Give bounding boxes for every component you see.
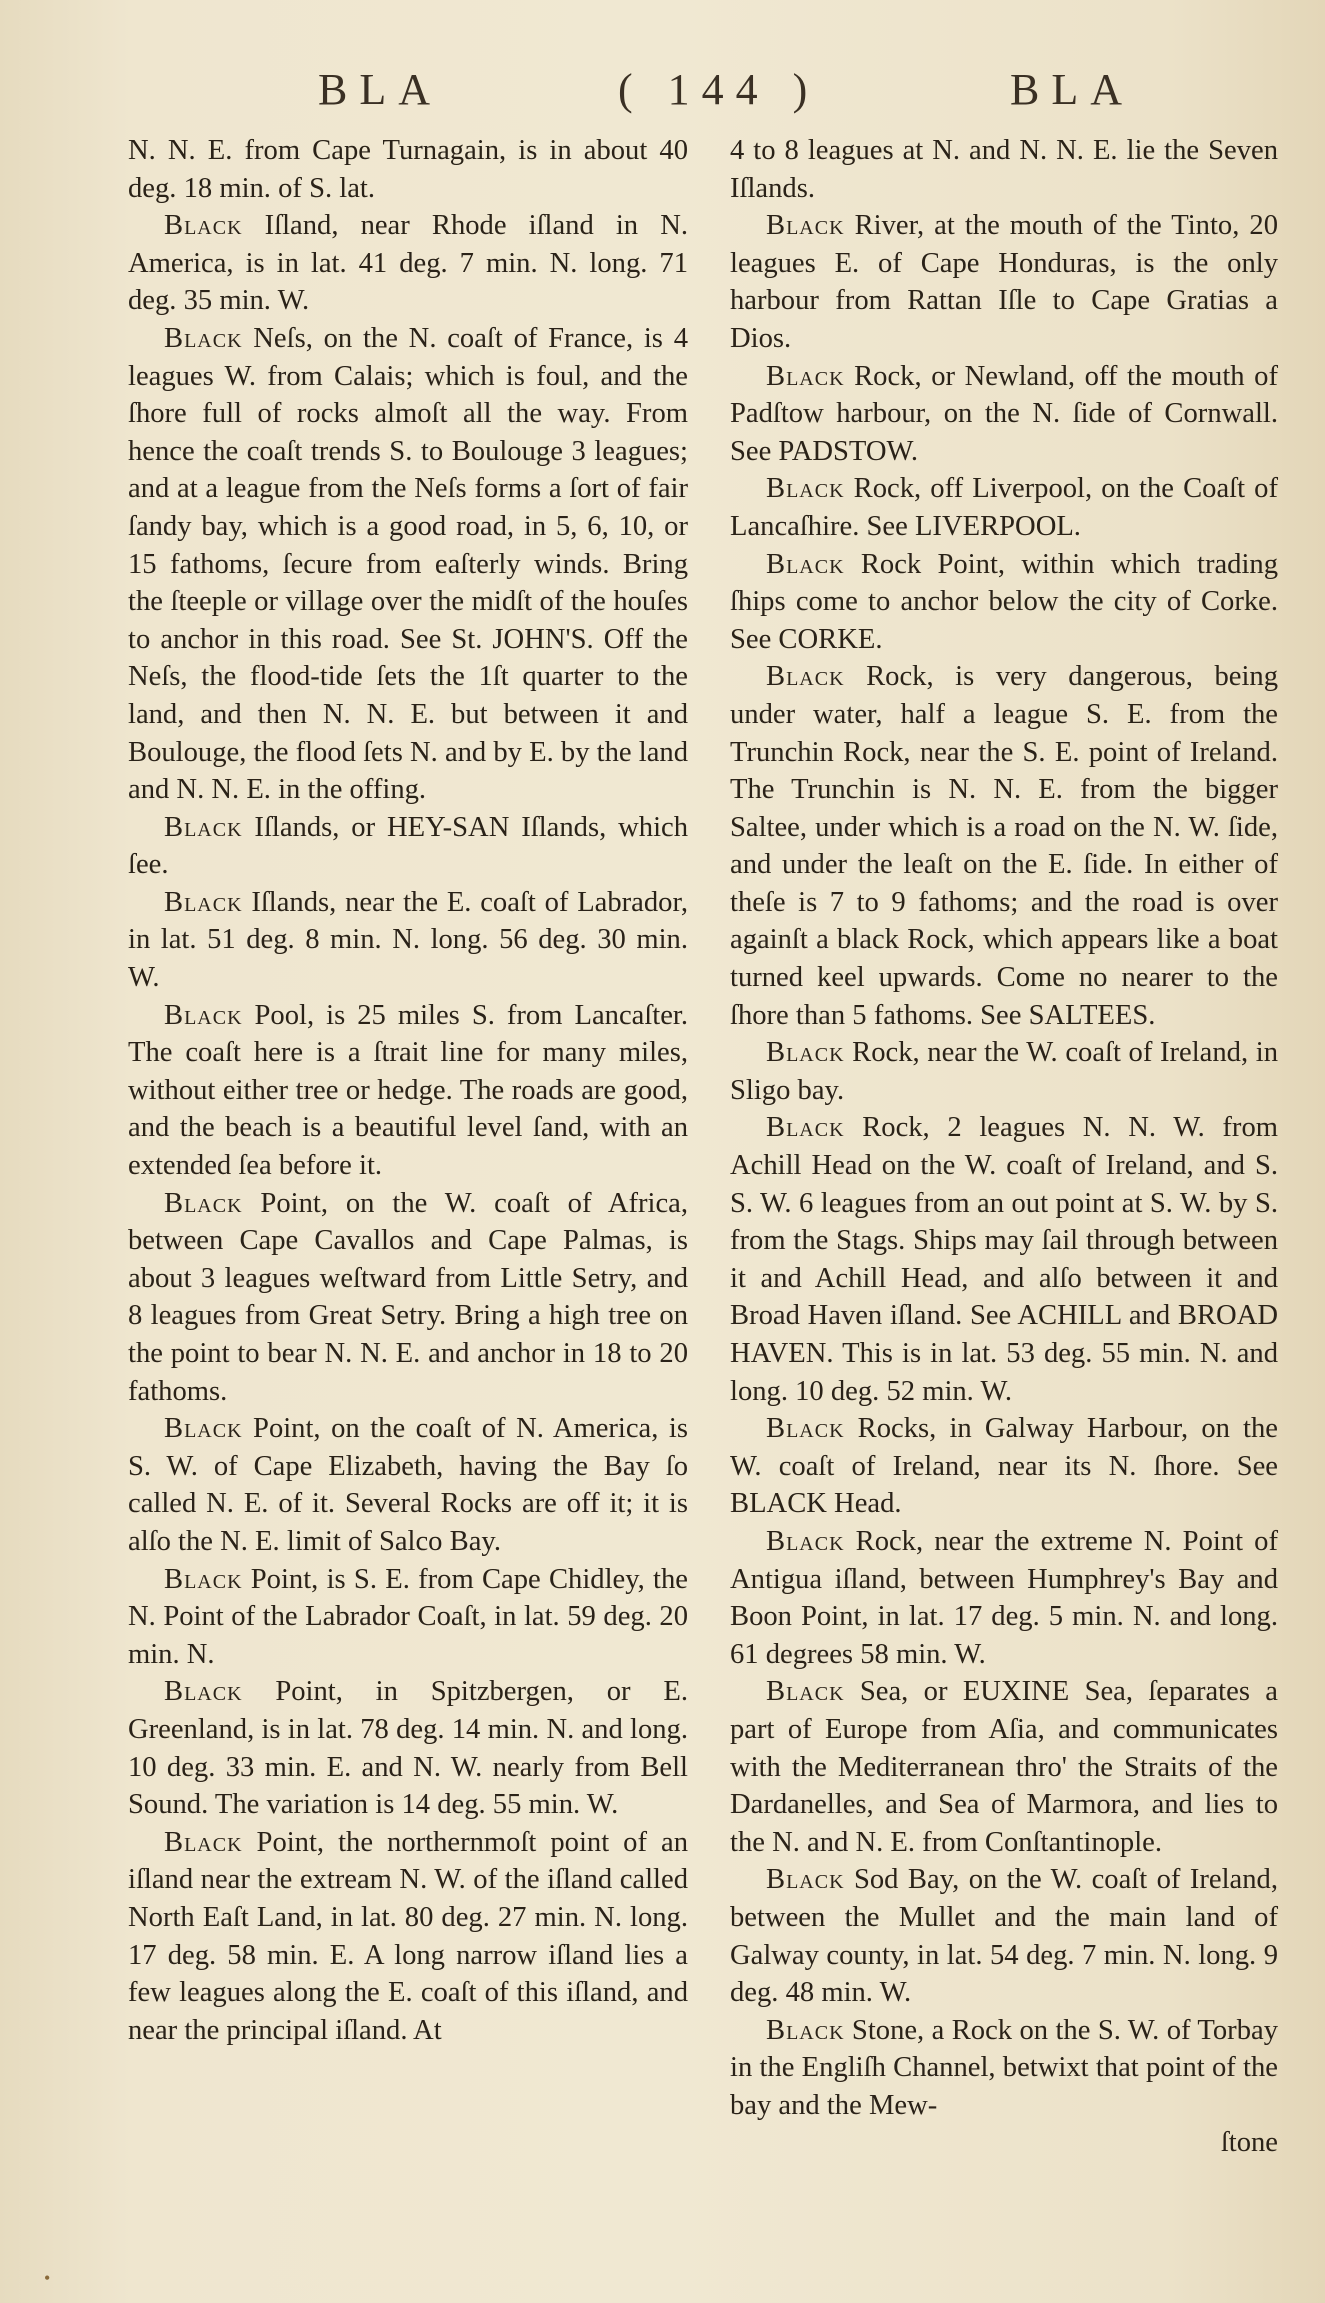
entry-keyword: Black (766, 1037, 845, 1069)
running-head-left: BLA (318, 65, 442, 114)
entry-keyword: Black (766, 548, 845, 580)
entry-paragraph (128, 809, 688, 884)
entry-text: N. N. E. from Cape Turnagain, is in about 40 deg. 18 min. of S. lat. (128, 135, 688, 204)
entry-text: Rocks, in Galway Harbour, on the W. coaſt of Ireland, near its N. ſhore. See BLACK Head. (730, 1413, 1278, 1520)
entry-keyword: Black (164, 1563, 243, 1595)
entry-keyword: Black (164, 1187, 243, 1219)
entry-text: Iſlands, or HEY-SAN Iſlands, which ſee. (128, 811, 688, 881)
entry-paragraph (128, 884, 688, 997)
entry-text: Rock, 2 leagues N. N. W. from Achill Head on the W. coaſt of Ireland, and S. S. W. 6 leagues from an out point at S. W. by S. from the Stags. Ships may ſail through between it and Achill Head, and alſo between it and Broad Haven iſland. See ACHILL and BROAD HAVEN. This is in lat. 53 deg. 55 min. N. and long. 10 deg. 52 min. W. (730, 1112, 1278, 1407)
entry-keyword: Black (164, 1676, 243, 1708)
entry-text: Stone, a Rock on the S. W. of Torbay in the Engliſh Channel, betwixt that point of the bay and the Mew- (730, 2014, 1278, 2121)
entry-text: Point, is S. E. from Cape Chidley, the N. Point of the Labrador Coaſt, in lat. 59 deg. 20 min. N. (128, 1563, 688, 1670)
entry-paragraph (730, 132, 1278, 207)
entry-keyword: Black (766, 1676, 845, 1708)
entry-paragraph (730, 207, 1278, 357)
entry-text: Rock Point, within which trading ſhips come to anchor below the city of Corke. See CORKE. (730, 548, 1278, 655)
entry-paragraph (730, 546, 1278, 659)
entry-text: Neſs, on the N. coaſt of France, is 4 leagues W. from Calais; which is foul, and the ſhore full of rocks almoſt all the way. From hence the coaſt trends S. to Boulouge 3 leagues; and at a league from the Neſs forms a ſort of fair ſandy bay, which is a good road, in 5, 6, 10, or 15 fathoms, ſecure from eaſterly winds. Bring the ſteeple or village over the midſt of the houſes to anchor in this road. See St. JOHN'S. Off the Neſs, the flood-tide ſets the 1ſt quarter to the land, and then N. N. E. but between it and Boulouge, the flood ſets N. and by E. by the land and N. N. E. in the offing. (128, 322, 688, 806)
entry-paragraph (730, 2012, 1278, 2125)
entry-paragraph (730, 1109, 1278, 1410)
running-head-right: BLA (1010, 65, 1134, 114)
entry-paragraph (128, 1561, 688, 1674)
entry-text: Iſland, near Rhode iſland in N. America, is in lat. 41 deg. 7 min. N. long. 71 deg. 35 min. W. (128, 210, 688, 317)
right-column (730, 132, 1278, 2162)
margin-mark-icon: • (44, 2268, 51, 2288)
entry-paragraph (730, 358, 1278, 471)
entry-text: Pool, is 25 miles S. from Lancaſter. The coaſt here is a ſtrait line for many miles, without either tree or hedge. The roads are good, and the beach is a beautiful level ſand, with an extended ſea before it. (128, 999, 688, 1182)
entry-paragraph (730, 1523, 1278, 1673)
entry-text: 4 to 8 leagues at N. and N. N. E. lie the Seven Iſlands. (730, 135, 1278, 204)
entry-keyword: Black (164, 210, 243, 242)
entry-keyword: Black (766, 661, 845, 693)
entry-text: Rock, near the extreme N. Point of Antigua iſland, between Humphrey's Bay and Boon Point, in lat. 17 deg. 5 min. N. and long. 61 degrees 58 min. W. (730, 1525, 1278, 1670)
entry-paragraph (128, 132, 688, 207)
entry-keyword: Black (164, 886, 243, 918)
entry-paragraph (730, 658, 1278, 1034)
entry-paragraph (128, 1673, 688, 1823)
entry-keyword: Black (766, 360, 845, 392)
left-column (128, 132, 688, 2049)
entry-keyword: Black (164, 1826, 243, 1858)
entry-keyword: Black (164, 1413, 243, 1445)
entry-paragraph (128, 1185, 688, 1411)
entry-keyword: Black (766, 473, 845, 505)
entry-keyword: Black (766, 1112, 845, 1144)
entry-paragraph (730, 470, 1278, 545)
entry-paragraph (730, 1861, 1278, 2011)
entry-paragraph (128, 207, 688, 320)
entry-paragraph (128, 997, 688, 1185)
entry-keyword: Black (766, 1525, 845, 1557)
entry-keyword: Black (766, 1864, 845, 1896)
entry-paragraph (128, 1410, 688, 1560)
entry-keyword: Black (164, 322, 243, 354)
entry-text: Rock, is very dangerous, being under water, half a league S. E. from the Trunchin Rock, near the S. E. point of Ireland. The Trunchin is N. N. E. from the bigger Saltee, under which is a road on the N. W. ſide, and under the leaſt on the E. ſide. In either of theſe is 7 to 9 fathoms; and the road is over againſt a black Rock, which appears like a boat turned keel upwards. Come no nearer to the ſhore than 5 fathoms. See SALTEES. (730, 661, 1278, 1031)
entry-keyword: Black (766, 1413, 845, 1445)
entry-paragraph (730, 1673, 1278, 1861)
entry-text: Sod Bay, on the W. coaſt of Ireland, between the Mullet and the main land of Galway county, in lat. 54 deg. 7 min. N. long. 9 deg. 48 min. W. (730, 1864, 1278, 2009)
entry-text: Point, on the coaſt of N. America, is S. W. of Cape Elizabeth, having the Bay ſo called N. E. of it. Several Rocks are off it; it is alſo the N. E. limit of Salco Bay. (128, 1413, 688, 1557)
entry-keyword: Black (164, 999, 243, 1031)
entry-paragraph (128, 1824, 688, 2050)
catchword: ſtone (1220, 2127, 1278, 2159)
entry-text: Sea, or EUXINE Sea, ſeparates a part of Europe from Aſia, and communicates with the Mediterranean thro' the Straits of the Dardanelles, and Sea of Marmora, and lies to the N. and N. E. from Conſtantinople. (730, 1676, 1278, 1858)
entry-text: Point, the northernmoſt point of an iſland near the extream N. W. of the iſland called North Eaſt Land, in lat. 80 deg. 27 min. N. long. 17 deg. 58 min. E. A long narrow iſland lies a few leagues along the E. coaſt of this iſland, and near the principal iſland. At (128, 1826, 688, 2046)
entry-text: Iſlands, near the E. coaſt of Labrador, in lat. 51 deg. 8 min. N. long. 56 deg. 30 min. W. (128, 886, 688, 994)
entry-keyword: Black (766, 2014, 845, 2046)
entry-text: Rock, off Liverpool, on the Coaſt of Lancaſhire. See LIVERPOOL. (730, 473, 1278, 542)
entry-text: Point, on the W. coaſt of Africa, between Cape Cavallos and Cape Palmas, is about 3 leagues weſtward from Little Setry, and 8 leagues from Great Setry. Bring a high tree on the point to bear N. N. E. and anchor in 18 to 20 fathoms. (128, 1187, 688, 1407)
entry-text: Rock, or Newland, off the mouth of Padſtow harbour, on the N. ſide of Cornwall. See PADSTOW. (730, 360, 1278, 467)
entry-paragraph (730, 1034, 1278, 1109)
entry-paragraph (730, 1410, 1278, 1523)
entry-paragraph (128, 320, 688, 809)
entry-text: Point, in Spitzbergen, or E. Greenland, is in lat. 78 deg. 14 min. N. and long. 10 deg. 33 min. E. and N. W. nearly from Bell Sound. The variation is 14 deg. 55 min. W. (128, 1676, 688, 1821)
page-number: ( 144 ) (618, 65, 820, 114)
entry-text: Rock, near the W. coaſt of Ireland, in Sligo bay. (730, 1037, 1278, 1106)
entry-keyword: Black (164, 811, 243, 843)
entry-keyword: Black (766, 210, 845, 242)
entry-text: River, at the mouth of the Tinto, 20 leagues E. of Cape Honduras, is the only harbour from Rattan Iſle to Cape Gratias a Dios. (730, 210, 1278, 354)
